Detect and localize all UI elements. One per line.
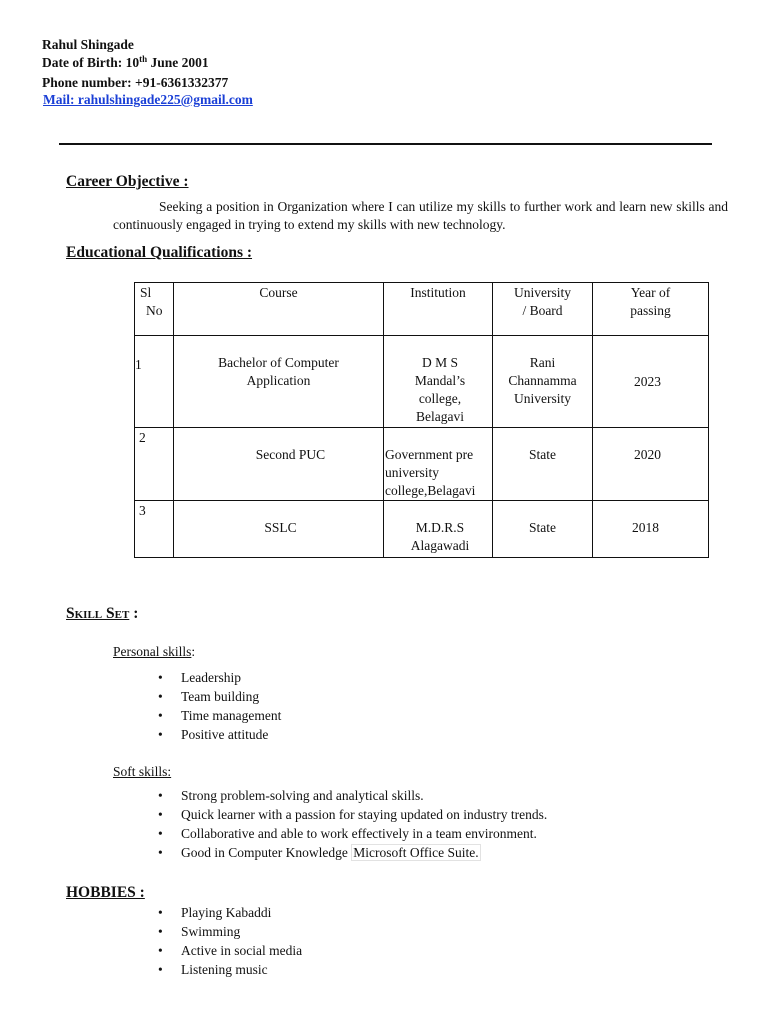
phone-number: Phone number: +91-6361332377 <box>42 75 229 90</box>
cell-year: 2018 <box>593 501 709 558</box>
email-link[interactable]: Mail: rahulshingade225@gmail.com <box>43 92 253 107</box>
cell-institution: D M S Mandal’s college, Belagavi <box>384 336 493 428</box>
cell-year: 2023 <box>593 336 709 428</box>
soft-skills-list <box>158 786 547 862</box>
cell-sl: 2 <box>135 428 174 501</box>
cell-university: Rani Channamma University <box>493 336 593 428</box>
cell-year: 2020 <box>593 428 709 501</box>
personal-skills-label: Personal skills: <box>113 644 196 659</box>
soft-skills-label: Soft skills: <box>113 764 172 779</box>
list-item: • Leadership <box>158 668 281 687</box>
list-item: • Playing Kabaddi <box>158 903 302 922</box>
list-item: • Positive attitude <box>158 725 281 744</box>
dob-prefix: Date of Birth: 10 <box>42 55 140 70</box>
list-item: • Team building <box>158 687 281 706</box>
table-row <box>135 501 709 558</box>
col-course-header: Course <box>174 283 384 336</box>
col-year-header: Year of passing <box>593 283 709 336</box>
career-objective-text: Seeking a position in Organization where I can utilize my skills to further work and learn new skills and continuously engaged in trying to extend my skills with new technology. <box>113 199 728 232</box>
dob-suffix: June 2001 <box>147 55 209 70</box>
hobbies-heading: HOBBIES : <box>66 884 145 901</box>
cell-sl: 1 <box>135 336 174 428</box>
personal-skills-list <box>158 668 281 744</box>
hobbies-list <box>158 903 302 979</box>
list-item: • Time management <box>158 706 281 725</box>
list-item: • Active in social media <box>158 941 302 960</box>
cell-university: State <box>493 428 593 501</box>
col-institution-header: Institution <box>384 283 493 336</box>
col-sl-header: Sl No <box>135 283 174 336</box>
career-objective-heading: Career Objective : <box>66 173 189 190</box>
header-divider <box>59 143 712 145</box>
cell-institution: Government pre university college,Belagavi <box>384 428 493 501</box>
list-item: • Swimming <box>158 922 302 941</box>
cell-course: SSLC <box>174 501 384 558</box>
list-item: • Strong problem-solving and analytical skills. <box>158 786 547 805</box>
date-of-birth <box>42 54 209 72</box>
list-item: • Listening music <box>158 960 302 979</box>
list-item: • Collaborative and able to work effectively in a team environment. <box>158 824 547 843</box>
table-row <box>135 428 709 501</box>
list-item: • Quick learner with a passion for staying updated on industry trends. <box>158 805 547 824</box>
skill-set-heading: Skill Set : <box>66 605 139 622</box>
dob-superscript: th <box>139 54 148 64</box>
education-table <box>134 282 709 558</box>
education-heading: Educational Qualifications : <box>66 244 253 261</box>
cell-institution: M.D.R.S Alagawadi <box>384 501 493 558</box>
table-row <box>135 336 709 428</box>
cell-course: Bachelor of Computer Application <box>174 336 384 428</box>
table-header-row <box>135 283 709 336</box>
cell-university: State <box>493 501 593 558</box>
list-item: • Good in Computer Knowledge Microsoft Office Suite. <box>158 843 547 862</box>
cell-sl: 3 <box>135 501 174 558</box>
cell-course: Second PUC <box>174 428 384 501</box>
candidate-name: Rahul Shingade <box>42 37 134 52</box>
col-university-header: University / Board <box>493 283 593 336</box>
highlighted-text: Microsoft Office Suite. <box>353 845 479 860</box>
